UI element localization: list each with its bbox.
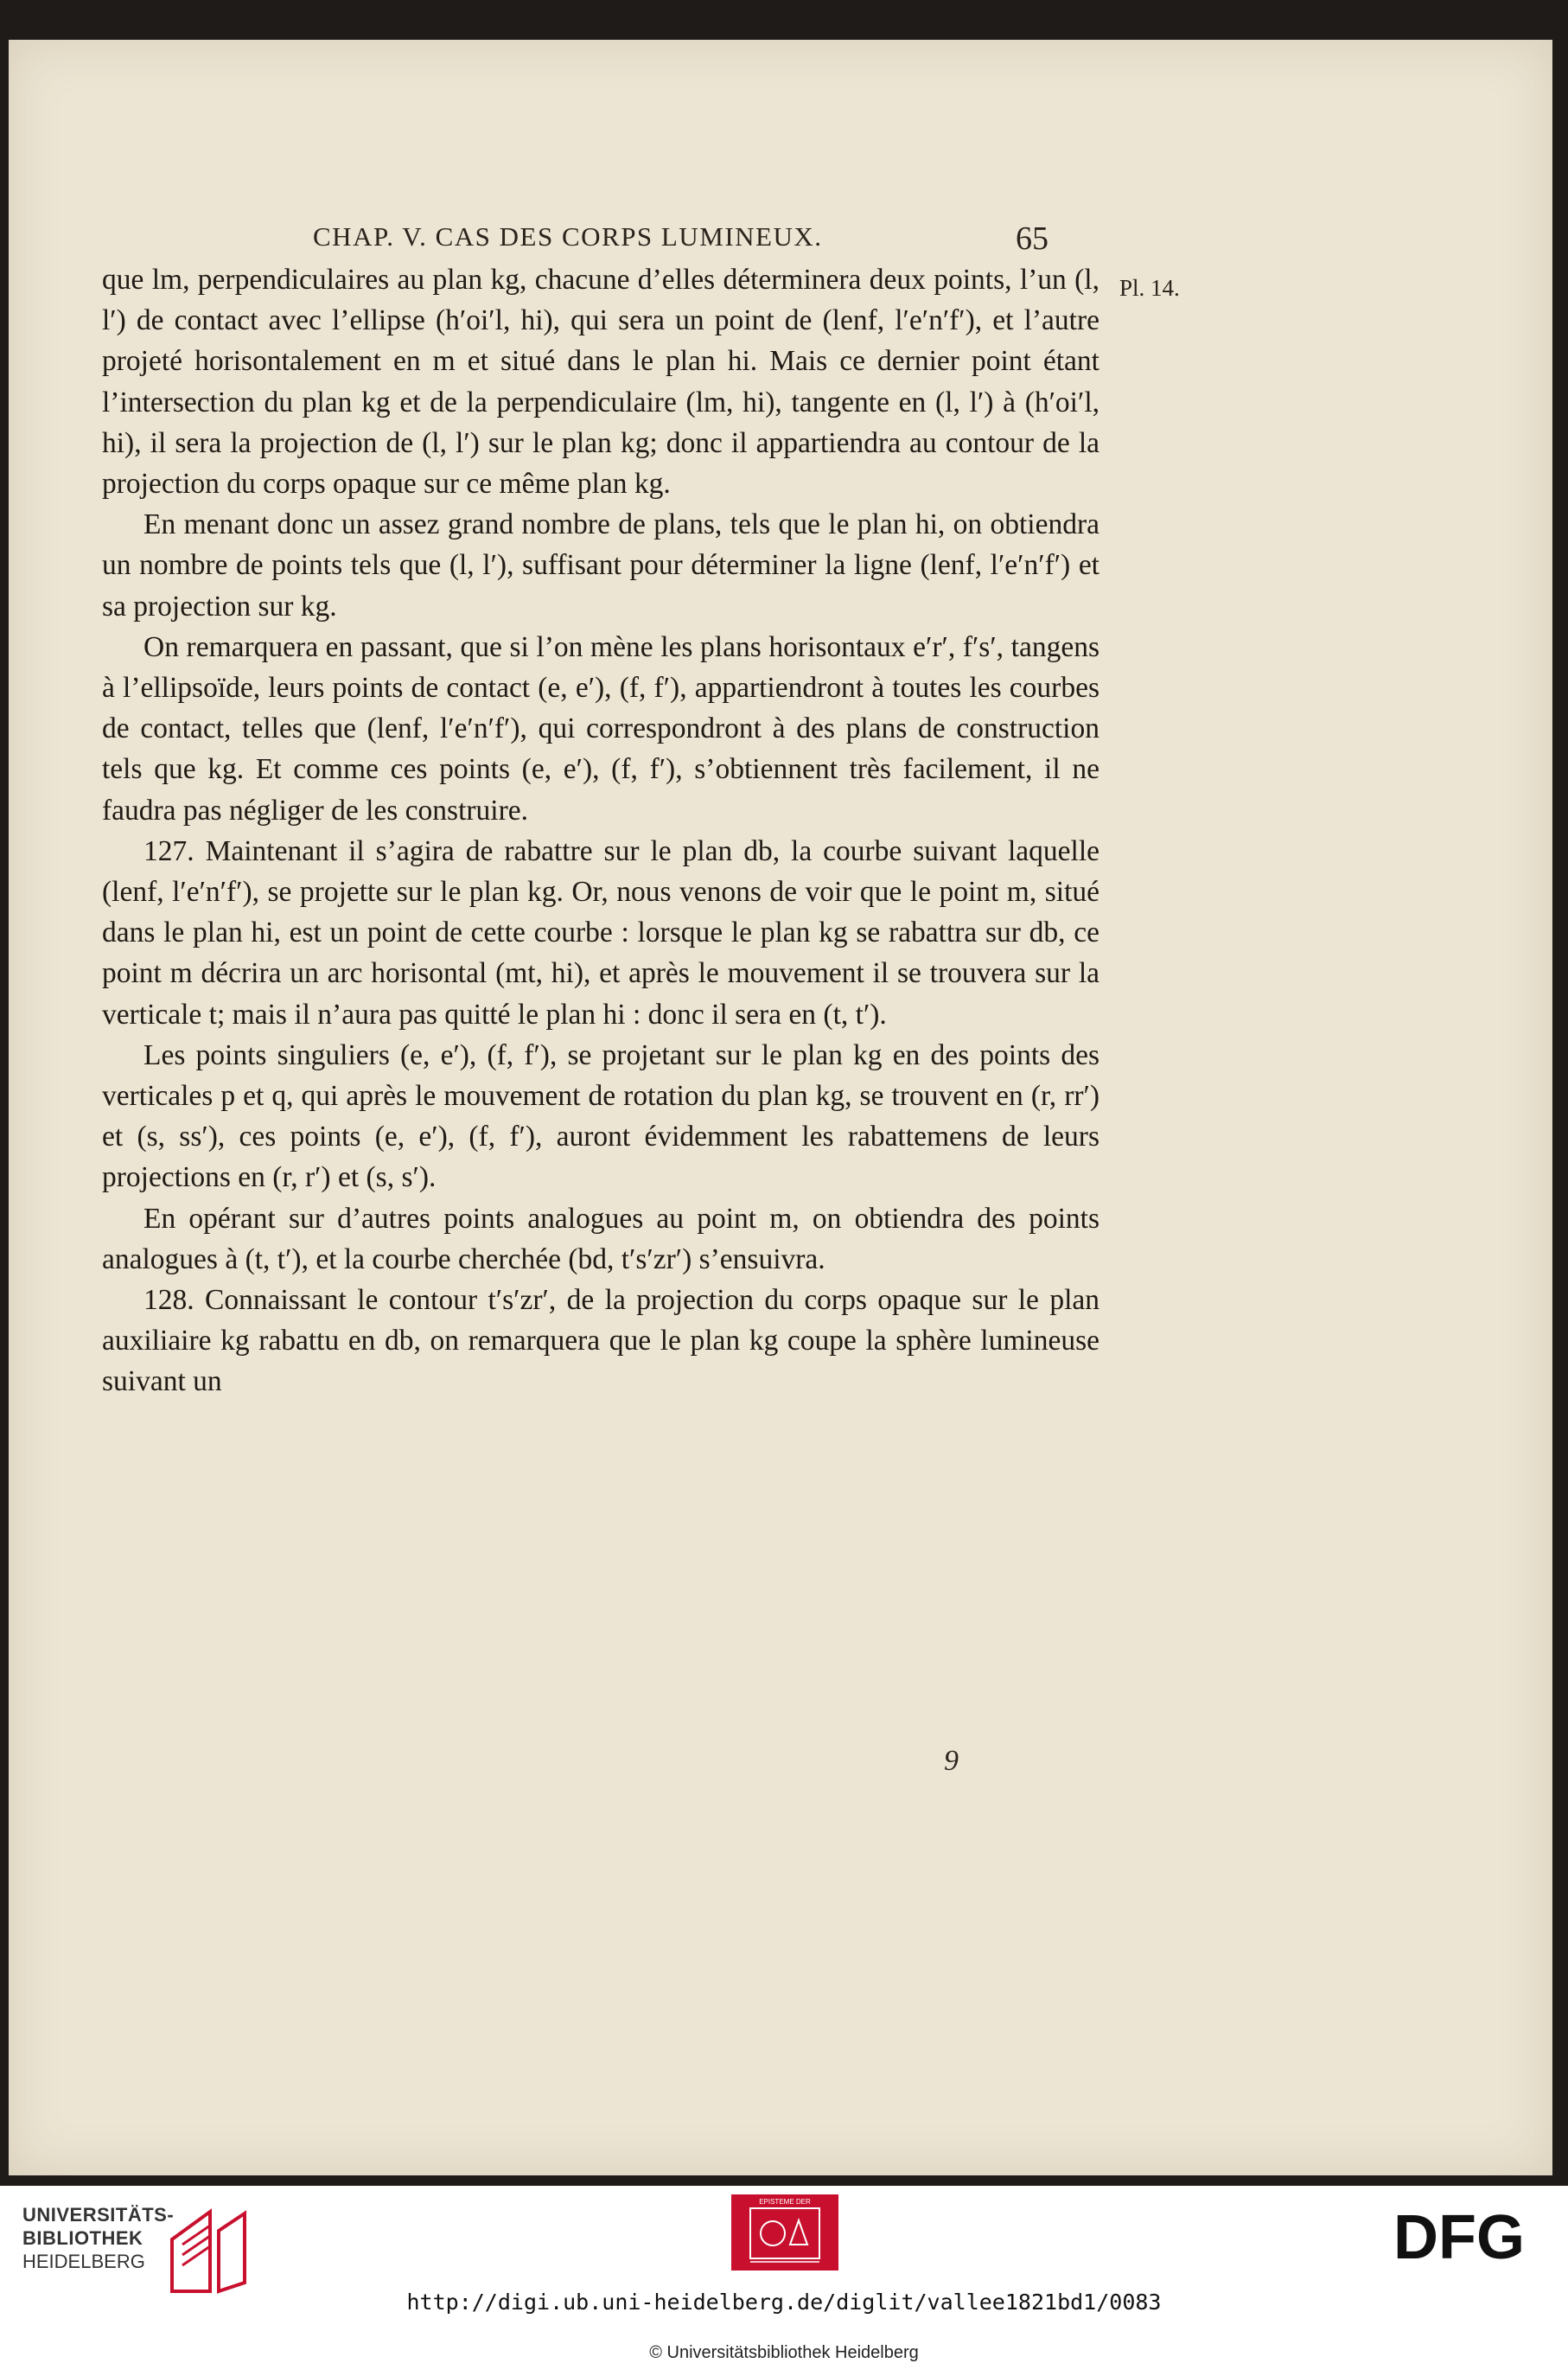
running-title: CHAP. V. CAS DES CORPS LUMINEUX. bbox=[313, 221, 823, 252]
viewer-footer bbox=[0, 2186, 1568, 2376]
paragraph: En menant donc un assez grand nombre de plans, tels que le plan hi, on obtiendra un nombre de points tels que (l, l′), suffisant pour déterminer la ligne (lenf, l′e′n′f′) et sa projection sur kg. bbox=[102, 508, 1100, 623]
dfg-label: DFG bbox=[1393, 2205, 1525, 2265]
paragraph: 127. Maintenant il s’agira de rabattre sur le plan db, la courbe suivant laquelle (lenf, l′e′n′f′), se projette sur le plan kg. Or, nous venons de voir que le point m, situé dans le plan hi, est un point de cette courbe : lorsque le plan kg se rabattra sur db, ce point m décrira un arc horisontal (mt, hi), et après le mouvement il se trouvera sur la verticale t; mais il n’aura pas quitté le plan hi : donc il sera en (t, t′). bbox=[102, 834, 1100, 1031]
running-head bbox=[9, 221, 1552, 256]
body-text bbox=[102, 259, 1100, 1402]
epistemes-logo[interactable] bbox=[731, 2194, 838, 2271]
paragraph: 128. Connaissant le contour t′s′zr′, de la projection du corps opaque sur le plan auxiliaire kg rabattu en db, on remarquera que le plan kg coupe la sphère lumineuse suivant un bbox=[102, 1284, 1100, 1398]
copyright-notice: © Universitätsbibliothek Heidelberg bbox=[649, 2343, 919, 2362]
plate-reference: Pl. 14. bbox=[1119, 275, 1180, 301]
signature-mark: 9 bbox=[944, 1745, 959, 1777]
permalink-url[interactable]: http://digi.ub.uni-heidelberg.de/diglit/vallee1821bd1/0083 bbox=[406, 2290, 1162, 2315]
library-emblem-icon bbox=[165, 2205, 252, 2300]
book-page bbox=[9, 40, 1552, 2175]
library-line: BIBLIOTHEK bbox=[22, 2227, 143, 2249]
library-line: UNIVERSITÄTS- bbox=[22, 2204, 175, 2226]
paragraph: En opérant sur d’autres points analogues au point m, on obtiendra des points analogues à (t, t′), et la courbe cherchée (bd, t′s′zr′) s’ensuivra. bbox=[102, 1202, 1100, 1275]
library-line: HEIDELBERG bbox=[22, 2251, 145, 2272]
page-number: 65 bbox=[1016, 220, 1049, 257]
dfg-logo-icon[interactable] bbox=[1393, 2205, 1547, 2265]
paragraph: que lm, perpendiculaires au plan kg, chacune d’elles déterminera deux points, l’un (l, l′) de contact avec l’ellipse (h′oi′l, hi), qui sera un point de (lenf, l′e′n′f′), et l’autre projeté horisontalement en m et situé dans le plan hi. Mais ce dernier point étant l’intersection du plan kg et de la perpendiculaire (lm, hi), tangente en (l, l′) à (h′oi′l, hi), il sera la projection de (l, l′) sur le plan kg; donc il appartiendra au contour de la projection du corps opaque sur ce même plan kg. bbox=[102, 264, 1100, 501]
epistemes-emblem-icon bbox=[731, 2194, 838, 2271]
paragraph: On remarquera en passant, que si l’on mène les plans horisontaux e′r′, f′s′, tangens à l’ellipsoïde, leurs points de contact (e, e′), (f, f′), appartiendront à toutes les courbes de contact, telles que (lenf, l′e′n′f′), qui correspondront à des plans de construction tels que kg. Et comme ces points (e, e′), (f, f′), s’obtiennent très facilement, il ne faudra pas négliger de les construire. bbox=[102, 630, 1100, 827]
paragraph: Les points singuliers (e, e′), (f, f′), se projetant sur le plan kg en des points des verticales p et q, qui après le mouvement de rotation du plan kg, se trouvent en (r, rr′) et (s, ss′), ces points (e, e′), (f, f′), auront évidemment les rabattemens de leurs projections en (r, r′) et (s, s′). bbox=[102, 1038, 1100, 1194]
epistemes-label: EPISTEME DER bbox=[759, 2198, 811, 2206]
library-name bbox=[22, 2203, 174, 2273]
